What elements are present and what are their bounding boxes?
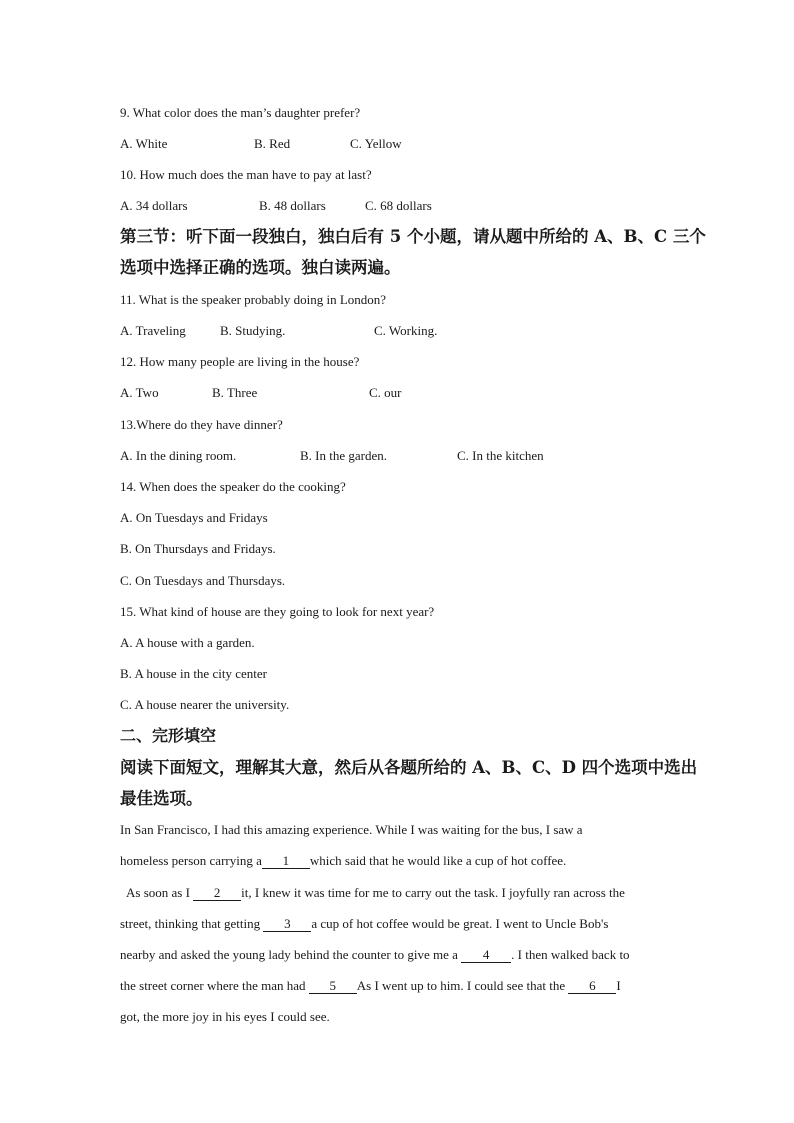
question-15-option-a: A. A house with a garden.: [120, 635, 255, 650]
question-9-stem: 9. What color does the man’s daughter prefer?: [120, 105, 361, 120]
passage-line-5: [120, 947, 630, 963]
question-13-option-b: B. In the garden.: [300, 448, 388, 463]
blank-3: 3: [263, 917, 311, 932]
question-10-option-c: C. 68 dollars: [365, 198, 432, 213]
passage-line-6: [120, 978, 621, 994]
passage-text: street, thinking that getting: [120, 916, 264, 931]
question-13-option-c: C. In the kitchen: [457, 448, 544, 463]
blank-2: 2: [193, 886, 241, 901]
passage-line-4: [120, 916, 608, 932]
question-10-stem: 10. How much does the man have to pay at last?: [120, 167, 372, 182]
passage-text: homeless person carrying a: [120, 853, 262, 868]
passage-line-1: In San Francisco, I had this amazing experience. While I was waiting for the bus, I saw a: [120, 822, 583, 837]
blank-6: 6: [568, 979, 616, 994]
passage-line-2: [120, 853, 566, 869]
blank-5: 5: [309, 979, 357, 994]
question-9-option-b: B. Red: [254, 136, 291, 151]
question-12-option-c: C. our: [369, 385, 402, 400]
part-2-instruction-line-1: 阅读下面短文，理解其大意，然后从各题所给的 A、B、C、D 四个选项中选出: [120, 758, 698, 777]
question-11-option-c: C. Working.: [374, 323, 438, 338]
part-2-instruction-line-2: 最佳选项。: [120, 789, 203, 808]
question-14-stem: 14. When does the speaker do the cooking?: [120, 479, 346, 494]
question-15-option-b: B. A house in the city center: [120, 666, 267, 681]
question-14-option-c: C. On Tuesdays and Thursdays.: [120, 573, 286, 588]
passage-line-3: [126, 885, 625, 901]
question-14-option-b: B. On Thursdays and Fridays.: [120, 541, 276, 556]
passage-text: the street corner where the man had: [120, 978, 309, 993]
passage-text: nearby and asked the young lady behind the counter to give me a: [120, 947, 462, 962]
question-12-option-b: B. Three: [212, 385, 258, 400]
passage-text: which said that he would like a cup of hot coffee.: [309, 853, 567, 868]
question-13-stem: 13.Where do they have dinner?: [120, 417, 283, 432]
question-11-stem: 11. What is the speaker probably doing in London?: [120, 292, 387, 307]
question-15-option-c: C. A house nearer the university.: [120, 697, 290, 712]
passage-text: it, I knew it was time for me to carry out the task. I joyfully ran across the: [241, 885, 625, 900]
question-12-option-a: A. Two: [120, 385, 159, 400]
question-15-stem: 15. What kind of house are they going to look for next year?: [120, 604, 435, 619]
question-10-option-b: B. 48 dollars: [259, 198, 326, 213]
blank-4: 4: [461, 948, 511, 963]
question-14-option-a: A. On Tuesdays and Fridays: [120, 510, 268, 525]
question-11-option-a: A. Traveling: [120, 323, 186, 338]
question-11-option-b: B. Studying.: [220, 323, 286, 338]
question-13-option-a: A. In the dining room.: [120, 448, 237, 463]
passage-text: As soon as I: [126, 885, 194, 900]
passage-text: a cup of hot coffee would be great. I went to Uncle Bob's: [311, 916, 609, 931]
passage-text: . I then walked back to: [511, 947, 630, 962]
passage-text: As I went up to him. I could see that the: [356, 978, 569, 993]
passage-line-7: got, the more joy in his eyes I could see.: [120, 1009, 330, 1024]
question-12-stem: 12. How many people are living in the house?: [120, 354, 360, 369]
part-2-title: 二、完形填空: [120, 726, 217, 745]
passage-text: I: [616, 978, 621, 993]
question-10-option-a: A. 34 dollars: [120, 198, 188, 213]
section-3-instruction-line-1: 第三节：听下面一段独白，独白后有 5 个小题，请从题中所给的 A、B、C 三个: [120, 227, 706, 246]
section-3-instruction-line-2: 选项中选择正确的选项。独白读两遍。: [120, 258, 401, 277]
blank-1: 1: [262, 854, 310, 869]
question-9-option-c: C. Yellow: [350, 136, 402, 151]
question-9-option-a: A. White: [120, 136, 168, 151]
